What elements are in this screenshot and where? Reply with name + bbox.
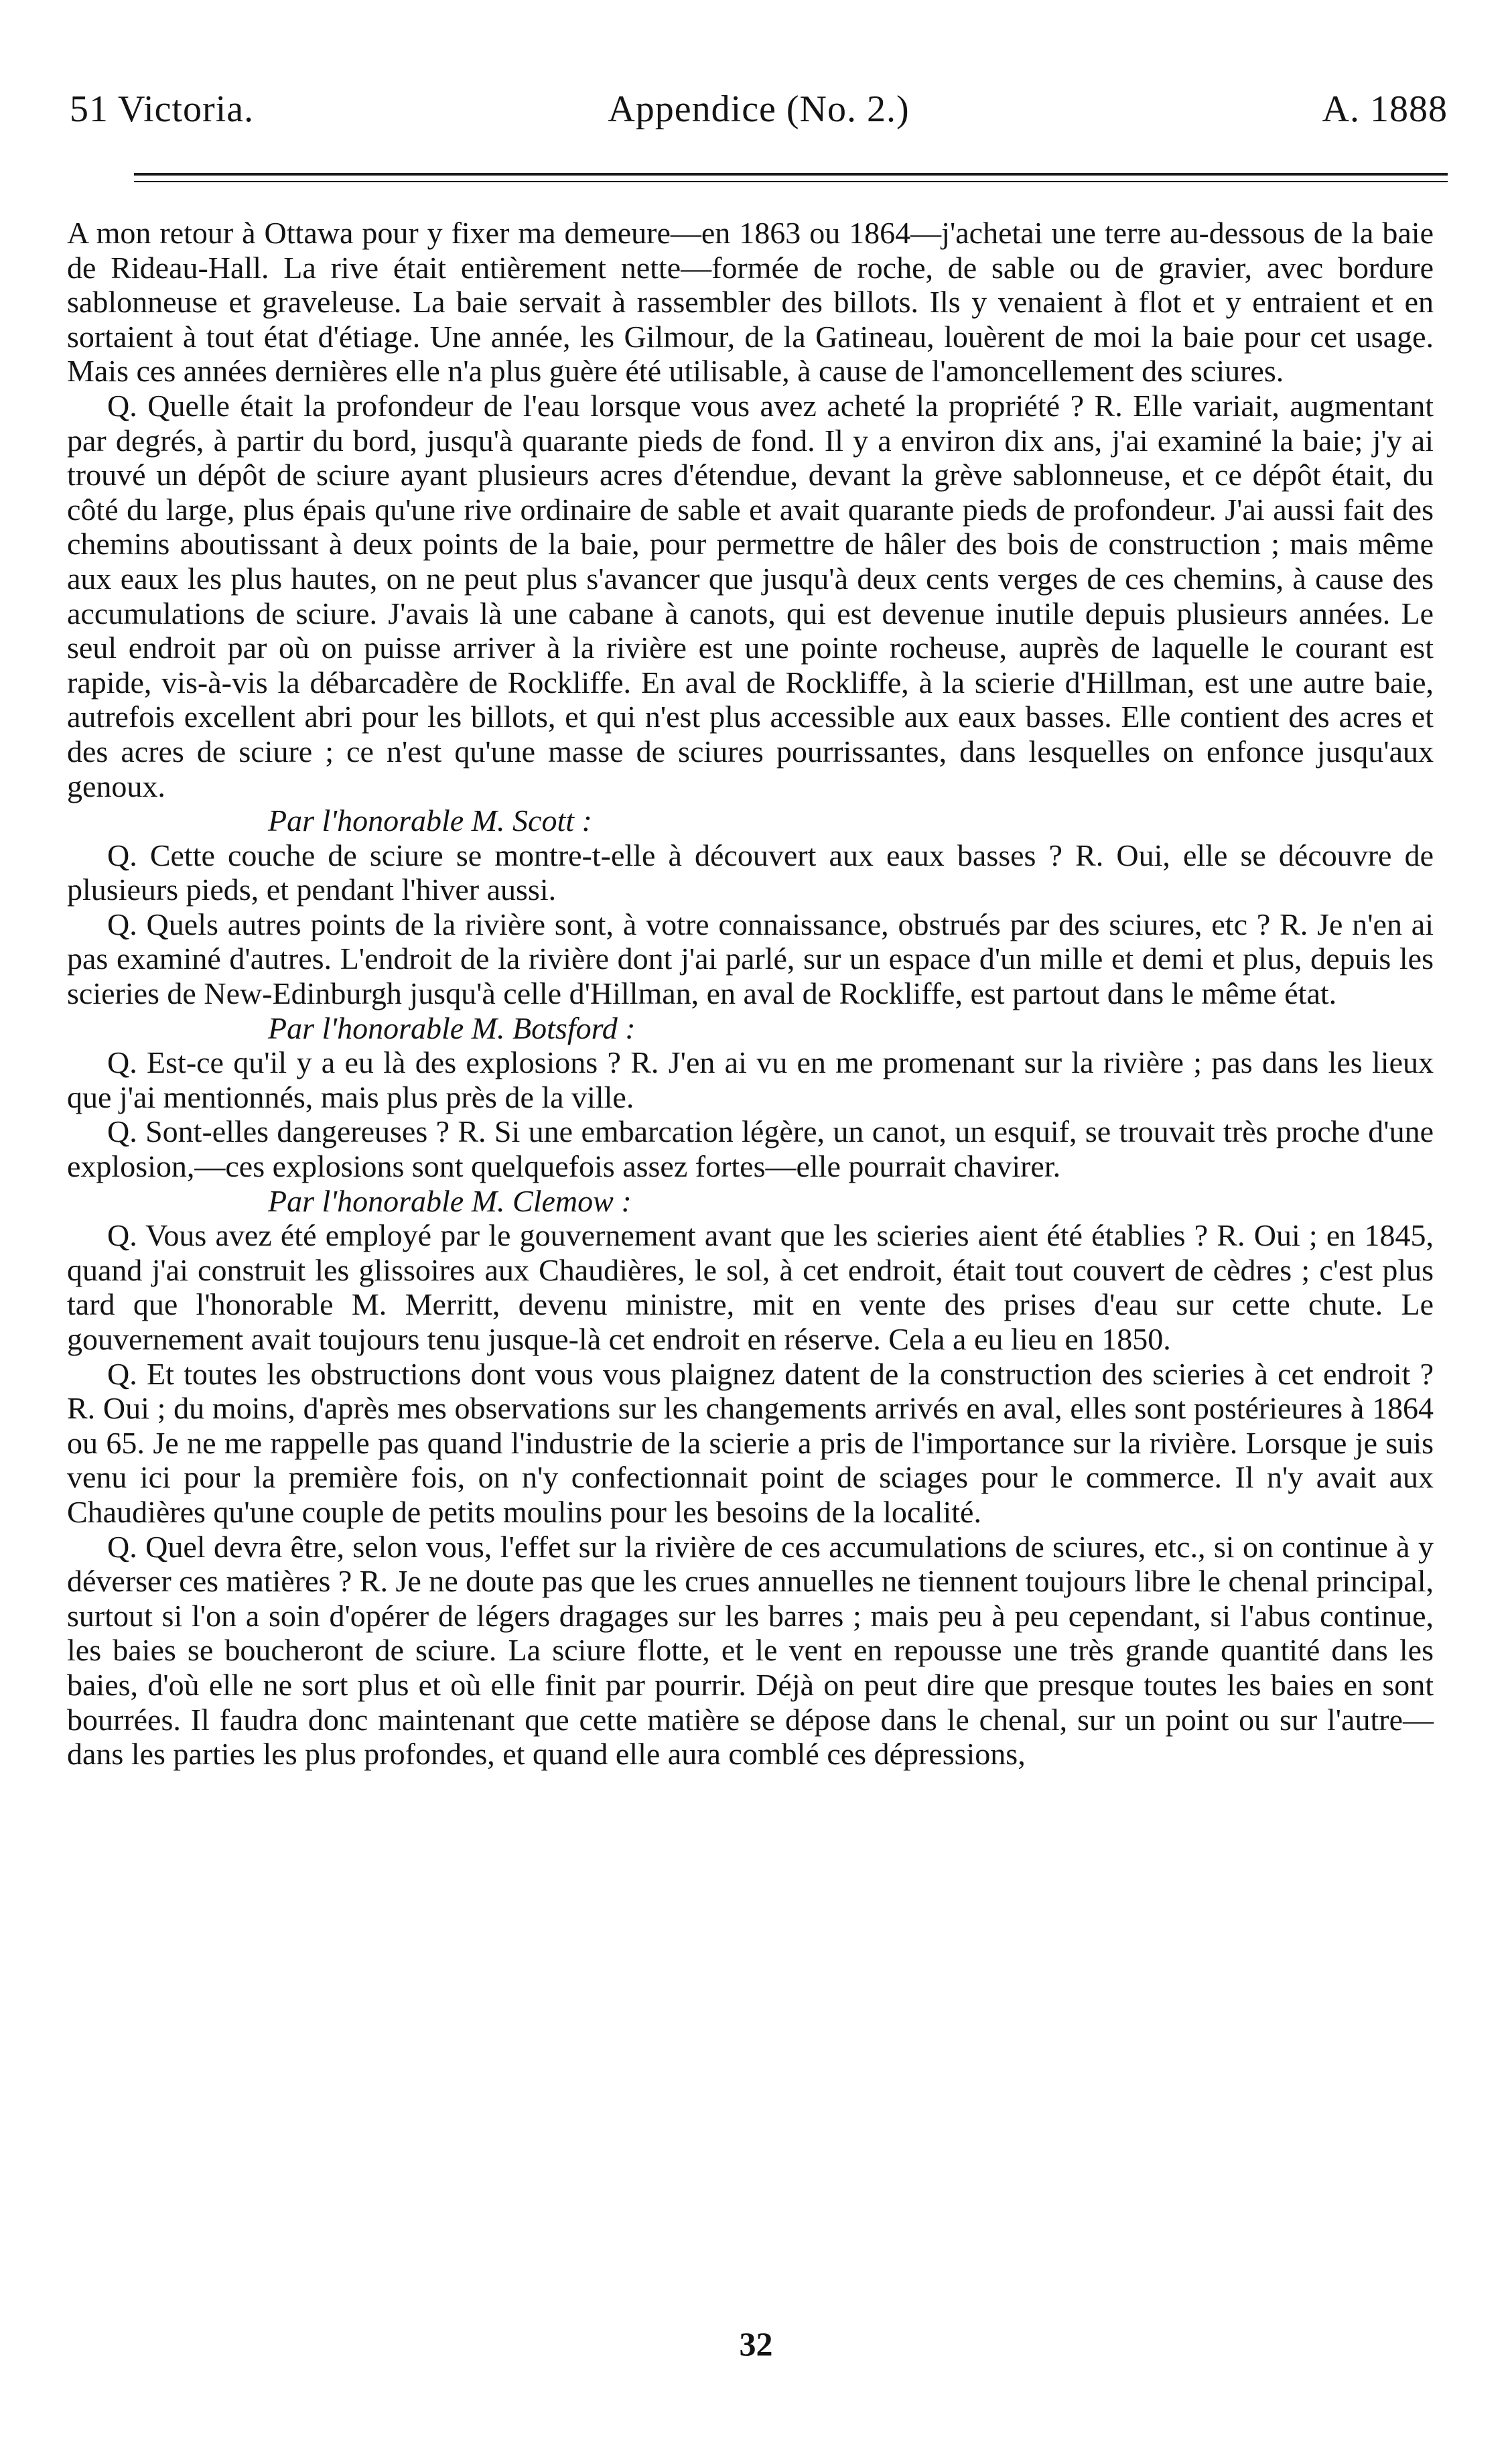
header-volume: 51 Victoria.	[70, 88, 255, 130]
body-text	[67, 216, 1434, 1772]
speaker-byline: Par l'honorable M. Scott :	[268, 803, 592, 838]
header-rule-thick	[134, 173, 1448, 176]
paragraph: A mon retour à Ottawa pour y fixer ma demeure—en 1863 ou 1864—j'achetai une terre au-dessous de la baie de Rideau-Hall. La rive était entièrement nette—formée de roche, de sable ou de gravier, avec bordure sablonneuse et graveleuse. La baie servait à rassembler des billots. Ils y venaient à flot et y entraient et en sortaient à tout état d'étiage. Une année, les Gilmour, de la Gatineau, louèrent de moi la baie pour cet usage. Mais ces années dernières elle n'a plus guère été utilisable, à cause de l'amoncellement des sciures.	[67, 216, 1434, 389]
question-answer: Q. Quels autres points de la rivière sont, à votre connaissance, obstrués par des sciures, etc ? R. Je n'en ai pas examiné d'autres. L'endroit de la rivière dont j'ai parlé, sur un espace d'un mille et demi et plus, depuis les scieries de New-Edinburgh jusqu'à celle d'Hillman, en aval de Rockliffe, est partout dans le même état.	[67, 907, 1434, 1011]
header-year: A. 1888	[1322, 88, 1448, 130]
speaker-byline: Par l'honorable M. Botsford :	[268, 1010, 636, 1045]
question-answer: Q. Cette couche de sciure se montre-t-elle à découvert aux eaux basses ? R. Oui, elle se découvre de plusieurs pieds, et pendant l'hiver aussi.	[67, 838, 1434, 907]
speaker-byline: Par l'honorable M. Clemow :	[268, 1183, 632, 1218]
question-answer: Q. Et toutes les obstructions dont vous vous plaignez datent de la construction des scieries à cet endroit ? R. Oui ; du moins, d'après mes observations sur les changements arrivés en aval, elles sont postérieures à 1864 ou 65. Je ne me rappelle pas quand l'industrie de la scierie a pris de l'importance sur la rivière. Lorsque je suis venu ici pour la première fois, on n'y confectionnait point de sciages pour le commerce. Il n'y avait aux Chaudières qu'une couple de petits moulins pour les besoins de la localité.	[67, 1356, 1434, 1529]
question-answer: Q. Quelle était la profondeur de l'eau lorsque vous avez acheté la propriété ? R. Elle variait, augmentant par degrés, à partir du bord, jusqu'à quarante pieds de fond. Il y a environ dix ans, j'ai examiné la baie; j'y ai trouvé un dépôt de sciure ayant plusieurs acres d'étendue, devant la grève sablonneuse, et ce dépôt était, du côté du large, plus épais qu'une rive ordinaire de sable et avait quarante pieds de profondeur. J'ai aussi fait des chemins aboutissant à deux points de la baie, pour permettre de hâler des bois de construction ; mais même aux eaux les plus hautes, on ne peut plus s'avancer que jusqu'à deux cents verges de ces chemins, à cause des accumulations de sciure. J'avais là une cabane à canots, qui est devenue inutile depuis plusieurs années. Le seul endroit par où on puisse arriver à la rivière est une pointe rocheuse, auprès de laquelle le courant est rapide, vis-à-vis la débarcadère de Rockliffe. En aval de Rockliffe, à la scierie d'Hillman, est une autre baie, autrefois excellent abri pour les billots, et qui n'est plus accessible aux eaux basses. Elle contient des acres et des acres de sciure ; ce n'est qu'une masse de sciures pourrissantes, dans lesquelles on enfonce jusqu'aux genoux.	[67, 388, 1434, 803]
page-number: 32	[739, 2325, 773, 2363]
header-appendix: Appendice (No. 2.)	[608, 88, 910, 130]
page-header	[70, 79, 1448, 139]
question-answer: Q. Est-ce qu'il y a eu là des explosions ? R. J'en ai vu en me promenant sur la rivière ; pas dans les lieux que j'ai mentionnés, mais plus près de la ville.	[67, 1045, 1434, 1114]
question-answer: Q. Quel devra être, selon vous, l'effet sur la rivière de ces accumulations de sciures, etc., si on continue à y déverser ces matières ? R. Je ne doute pas que les crues annuelles ne tiennent toujours libre le chenal principal, surtout si l'on a soin d'opérer de légers dragages sur les barres ; mais peu à peu cependant, si l'abus continue, les baies se boucheront de sciure. La sciure flotte, et le vent en repousse une très grande quantité dans les baies, d'où elle ne sort plus et où elle finit par pourrir. Déjà on peut dire que presque toutes les baies en sont bourrées. Il faudra donc maintenant que cette matière se dépose dans le chenal, sur un point ou sur l'autre—dans les parties les plus profondes, et quand elle aura comblé ces dépressions,	[67, 1529, 1434, 1772]
question-answer: Q. Vous avez été employé par le gouvernement avant que les scieries aient été établies ? R. Oui ; en 1845, quand j'ai construit les glissoires aux Chaudières, le sol, à cet endroit, était tout couvert de cèdres ; c'est plus tard que l'honorable M. Merritt, devenu ministre, mit en vente des prises d'eau sur cette chute. Le gouvernement avait toujours tenu jusque-là cet endroit en réserve. Cela a eu lieu en 1850.	[67, 1218, 1434, 1356]
question-answer: Q. Sont-elles dangereuses ? R. Si une embarcation légère, un canot, un esquif, se trouvait très proche d'une explosion,—ces explosions sont quelquefois assez fortes—elle pourrait chavirer.	[67, 1114, 1434, 1184]
header-rule-thin	[134, 181, 1448, 182]
